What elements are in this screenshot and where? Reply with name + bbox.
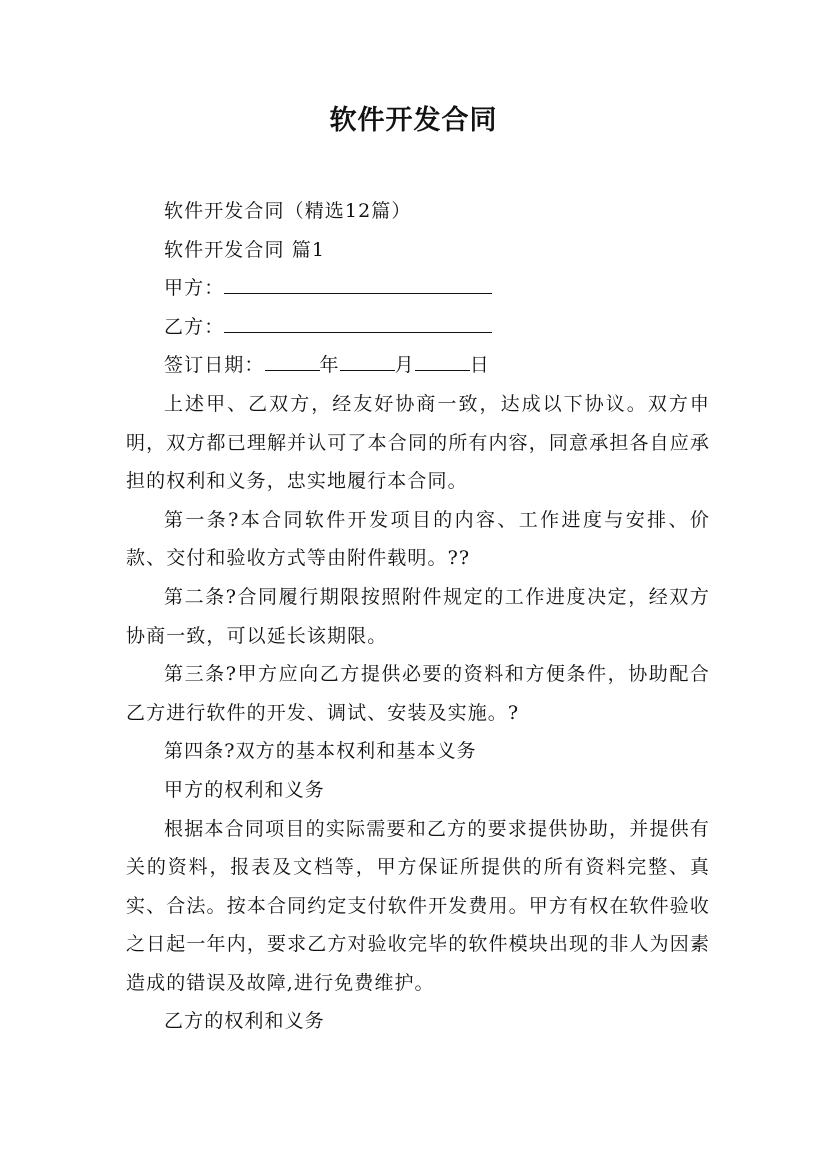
document-title: 软件开发合同 [329, 105, 498, 136]
sign-day-label: 日 [469, 354, 490, 377]
sign-year-label: 年 [319, 354, 340, 377]
party-b-blank [224, 312, 492, 333]
document-subtitle: 软件开发合同（精选12篇） [164, 200, 412, 222]
party-a-line [126, 269, 710, 308]
sign-month-blank [340, 350, 395, 371]
party-b-label: 乙方： [164, 315, 225, 338]
party-b-line [126, 308, 710, 347]
article-3: 第三条?甲方应向乙方提供必要的资料和方便条件，协助配合乙方进行软件的开发、调试、安装及实施。? [126, 663, 710, 724]
intro-paragraph: 上述甲、乙双方，经友好协商一致，达成以下协议。双方申明，双方都已理解并认可了本合同的所有内容，同意承担各自应承担的权利和义务，忠实地履行本合同。 [126, 392, 710, 493]
document-body [126, 192, 710, 1041]
article-2: 第二条?合同履行期限按照附件规定的工作进度决定，经双方协商一致，可以延长该期限。 [126, 585, 710, 647]
party-b-rights-heading: 乙方的权利和义务 [164, 1010, 325, 1033]
section-heading: 软件开发合同 篇1 [164, 238, 326, 261]
sign-month-label: 月 [394, 354, 415, 377]
article-4: 第四条?双方的基本权利和基本义务 [164, 740, 477, 763]
party-a-label: 甲方： [164, 277, 225, 300]
sign-date-line [126, 346, 710, 385]
sign-date-label: 签订日期： [164, 354, 265, 377]
party-a-rights: 根据本合同项目的实际需要和乙方的要求提供协助，并提供有关的资料，报表及文档等，甲方保证所提供的所有资料完整、真实、合法。按本合同约定支付软件开发费用。甲方有权在软件验收之日起一年内，要求乙方对验收完毕的软件模块出现的非人为因素造成的错误及故障,进行免费维护。 [126, 817, 710, 994]
party-a-blank [224, 273, 492, 294]
article-1: 第一条?本合同软件开发项目的内容、工作进度与安排、价款、交付和验收方式等由附件载明。?? [126, 508, 710, 570]
sign-day-blank [415, 350, 470, 371]
party-a-rights-heading: 甲方的权利和义务 [164, 778, 325, 801]
sign-year-blank [265, 350, 320, 371]
